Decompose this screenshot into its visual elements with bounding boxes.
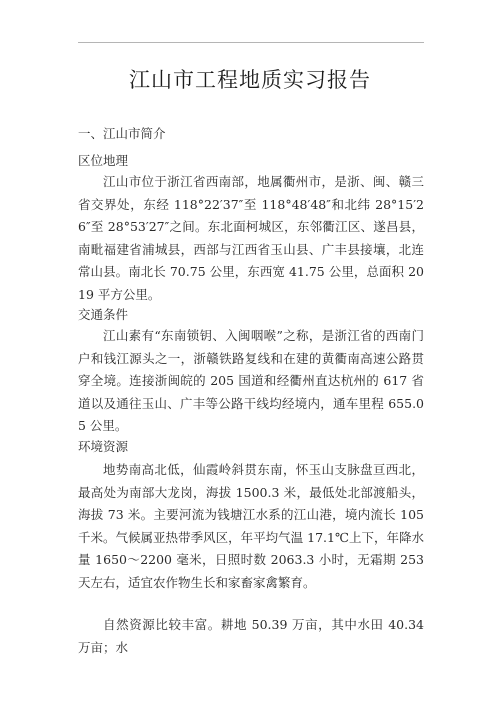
subheading-location: 区位地理	[78, 153, 129, 168]
report-title: 江山市工程地质实习报告	[129, 68, 371, 92]
paragraph-resources: 自然资源比较丰富。耕地 50.39 万亩，其中水田 40.34 万亩；水	[78, 617, 424, 655]
subheading-traffic: 交通条件	[78, 307, 129, 322]
paragraph-location: 江山市位于浙江省西南部，地属衢州市，是浙、闽、赣三省交界处，东经 118°22′37″至 118°48′48″和北纬 28°15′26″至 28°53′27″之间。东北面柯城区，东邻衢江区、遂昌县，南毗福建省浦城县，西部与江西省玉山县、广丰县接壤，北连常山县。南北长 70.75 公里，东西宽 41.75 公里，总面积 2019 平方公里。	[78, 174, 424, 302]
header-rule	[78, 42, 424, 43]
paragraph-traffic: 江山素有“东南锁钥、入闽咽喉”之称，是浙江省的西南门户和钱江源头之一，浙赣铁路复线和在建的黄衢南高速公路贯穿全境。连接浙闽皖的 205 国道和经衢州直达杭州的 617 省道以及通往玉山、广丰等公路干线均经境内，通车里程 655.05 公里。	[78, 328, 424, 433]
section-heading-intro: 一、江山市简介	[78, 126, 166, 141]
paragraph-environment: 地势南高北低，仙霞岭斜贯东南，怀玉山支脉盘亘西北，最高处为南部大龙岗，海拔 1500.3 米，最低处北部渡船头，海拔 73 米。主要河流为钱塘江水系的江山港，境内流长 105 千米。气候属亚热带季风区，年平均气温 17.1℃上下，年降水量 1650～2200 毫米，日照时数 2063.3 小时，无霜期 253 天左右，适宜农作物生长和家畜家禽繁育。	[78, 462, 424, 590]
subheading-environment: 环境资源	[78, 439, 129, 454]
